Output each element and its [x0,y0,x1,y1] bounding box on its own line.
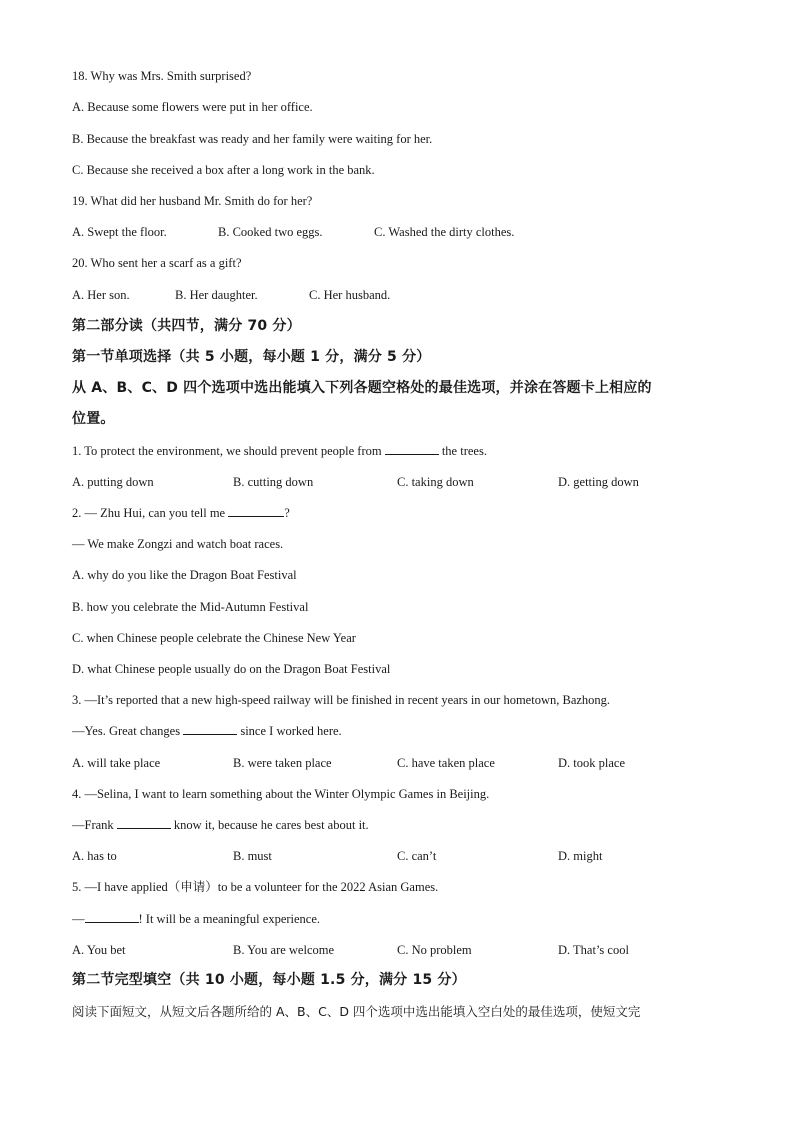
mc3-option-b: B. were taken place [233,756,332,770]
section2-heading: 第二节完型填空（共 10 小题，每小题 1.5 分，满分 15 分） [72,972,466,988]
mc2-reply: — We make Zongzi and watch boat races. [72,537,284,551]
mc4-option-b: B. must [233,849,272,863]
section1-instruction-line1: 从 A、B、C、D 四个选项中选出能填入下列各题空格处的最佳选项，并涂在答题卡上相应的 [72,380,652,396]
mc1-option-c: C. taking down [397,475,474,489]
mc5-option-d: D. That’s cool [558,943,629,957]
mc1-option-b: B. cutting down [233,475,314,489]
mc4-option-d: D. might [558,849,603,863]
mc3-reply-before: —Yes. Great changes [72,724,181,738]
part2-heading: 第二部分读（共四节，满分 70 分） [72,318,301,334]
mc4-reply [72,817,369,833]
q20-stem: 20. Who sent her a scarf as a gift? [72,256,242,270]
q19-stem: 19. What did her husband Mr. Smith do for her? [72,194,313,208]
mc2-option-c: C. when Chinese people celebrate the Chinese New Year [72,631,356,645]
section1-instruction-line2: 位置。 [72,411,115,427]
mc3-blank [183,723,237,735]
mc3-option-c: C. have taken place [397,756,495,770]
mc3-option-d: D. took place [558,756,625,770]
mc5-blank [85,911,139,923]
section2-instruction: 阅读下面短文，从短文后各题所给的 A、B、C、D 四个选项中选出能填入空白处的最佳选项，使短文完 [72,1004,641,1019]
q18-option-b: B. Because the breakfast was ready and her family were waiting for her. [72,132,433,146]
mc2-stem-before: 2. — Zhu Hui, can you tell me [72,506,226,520]
mc2-blank [228,505,284,517]
mc2-stem-after: ? [284,506,290,520]
mc4-reply-after: know it, because he cares best about it. [173,818,369,832]
mc5-option-c: C. No problem [397,943,472,957]
mc3-reply [72,723,342,739]
mc2-option-d: D. what Chinese people usually do on the Dragon Boat Festival [72,662,391,676]
mc4-blank [117,817,171,829]
section1-heading: 第一节单项选择（共 5 小题，每小题 1 分，满分 5 分） [72,349,431,365]
mc5-stem: 5. —I have applied（申请）to be a volunteer for the 2022 Asian Games. [72,880,439,894]
mc4-option-c: C. can’t [397,849,437,863]
mc2-option-b: B. how you celebrate the Mid-Autumn Festival [72,600,309,614]
mc3-reply-after: since I worked here. [240,724,342,738]
mc1-option-a: A. putting down [72,475,154,489]
q20-option-a: A. Her son. [72,288,130,302]
mc4-reply-before: —Frank [72,818,114,832]
q20-option-b: B. Her daughter. [175,288,258,302]
q19-option-c: C. Washed the dirty clothes. [374,225,515,239]
mc1-blank [385,443,439,455]
mc5-reply [72,911,320,927]
mc1-stem-before: 1. To protect the environment, we should prevent people from [72,444,382,458]
mc1-stem [72,443,487,459]
mc5-reply-after: ! It will be a meaningful experience. [138,912,321,926]
mc5-reply-before: — [72,912,85,926]
mc4-stem: 4. —Selina, I want to learn something about the Winter Olympic Games in Beijing. [72,787,490,801]
mc3-stem: 3. —It’s reported that a new high-speed railway will be finished in recent years in our hometown, Bazhong. [72,693,611,707]
q18-option-c: C. Because she received a box after a long work in the bank. [72,163,375,177]
mc3-option-a: A. will take place [72,756,161,770]
q18-stem: 18. Why was Mrs. Smith surprised? [72,69,252,83]
mc4-option-a: A. has to [72,849,117,863]
mc2-option-a: A. why do you like the Dragon Boat Festival [72,568,297,582]
mc1-stem-after: the trees. [441,444,487,458]
q19-option-a: A. Swept the floor. [72,225,167,239]
mc5-option-a: A. You bet [72,943,126,957]
mc2-stem [72,505,290,521]
mc5-option-b: B. You are welcome [233,943,335,957]
q19-option-b: B. Cooked two eggs. [218,225,323,239]
mc1-option-d: D. getting down [558,475,639,489]
q20-option-c: C. Her husband. [309,288,391,302]
q18-option-a: A. Because some flowers were put in her office. [72,100,313,114]
